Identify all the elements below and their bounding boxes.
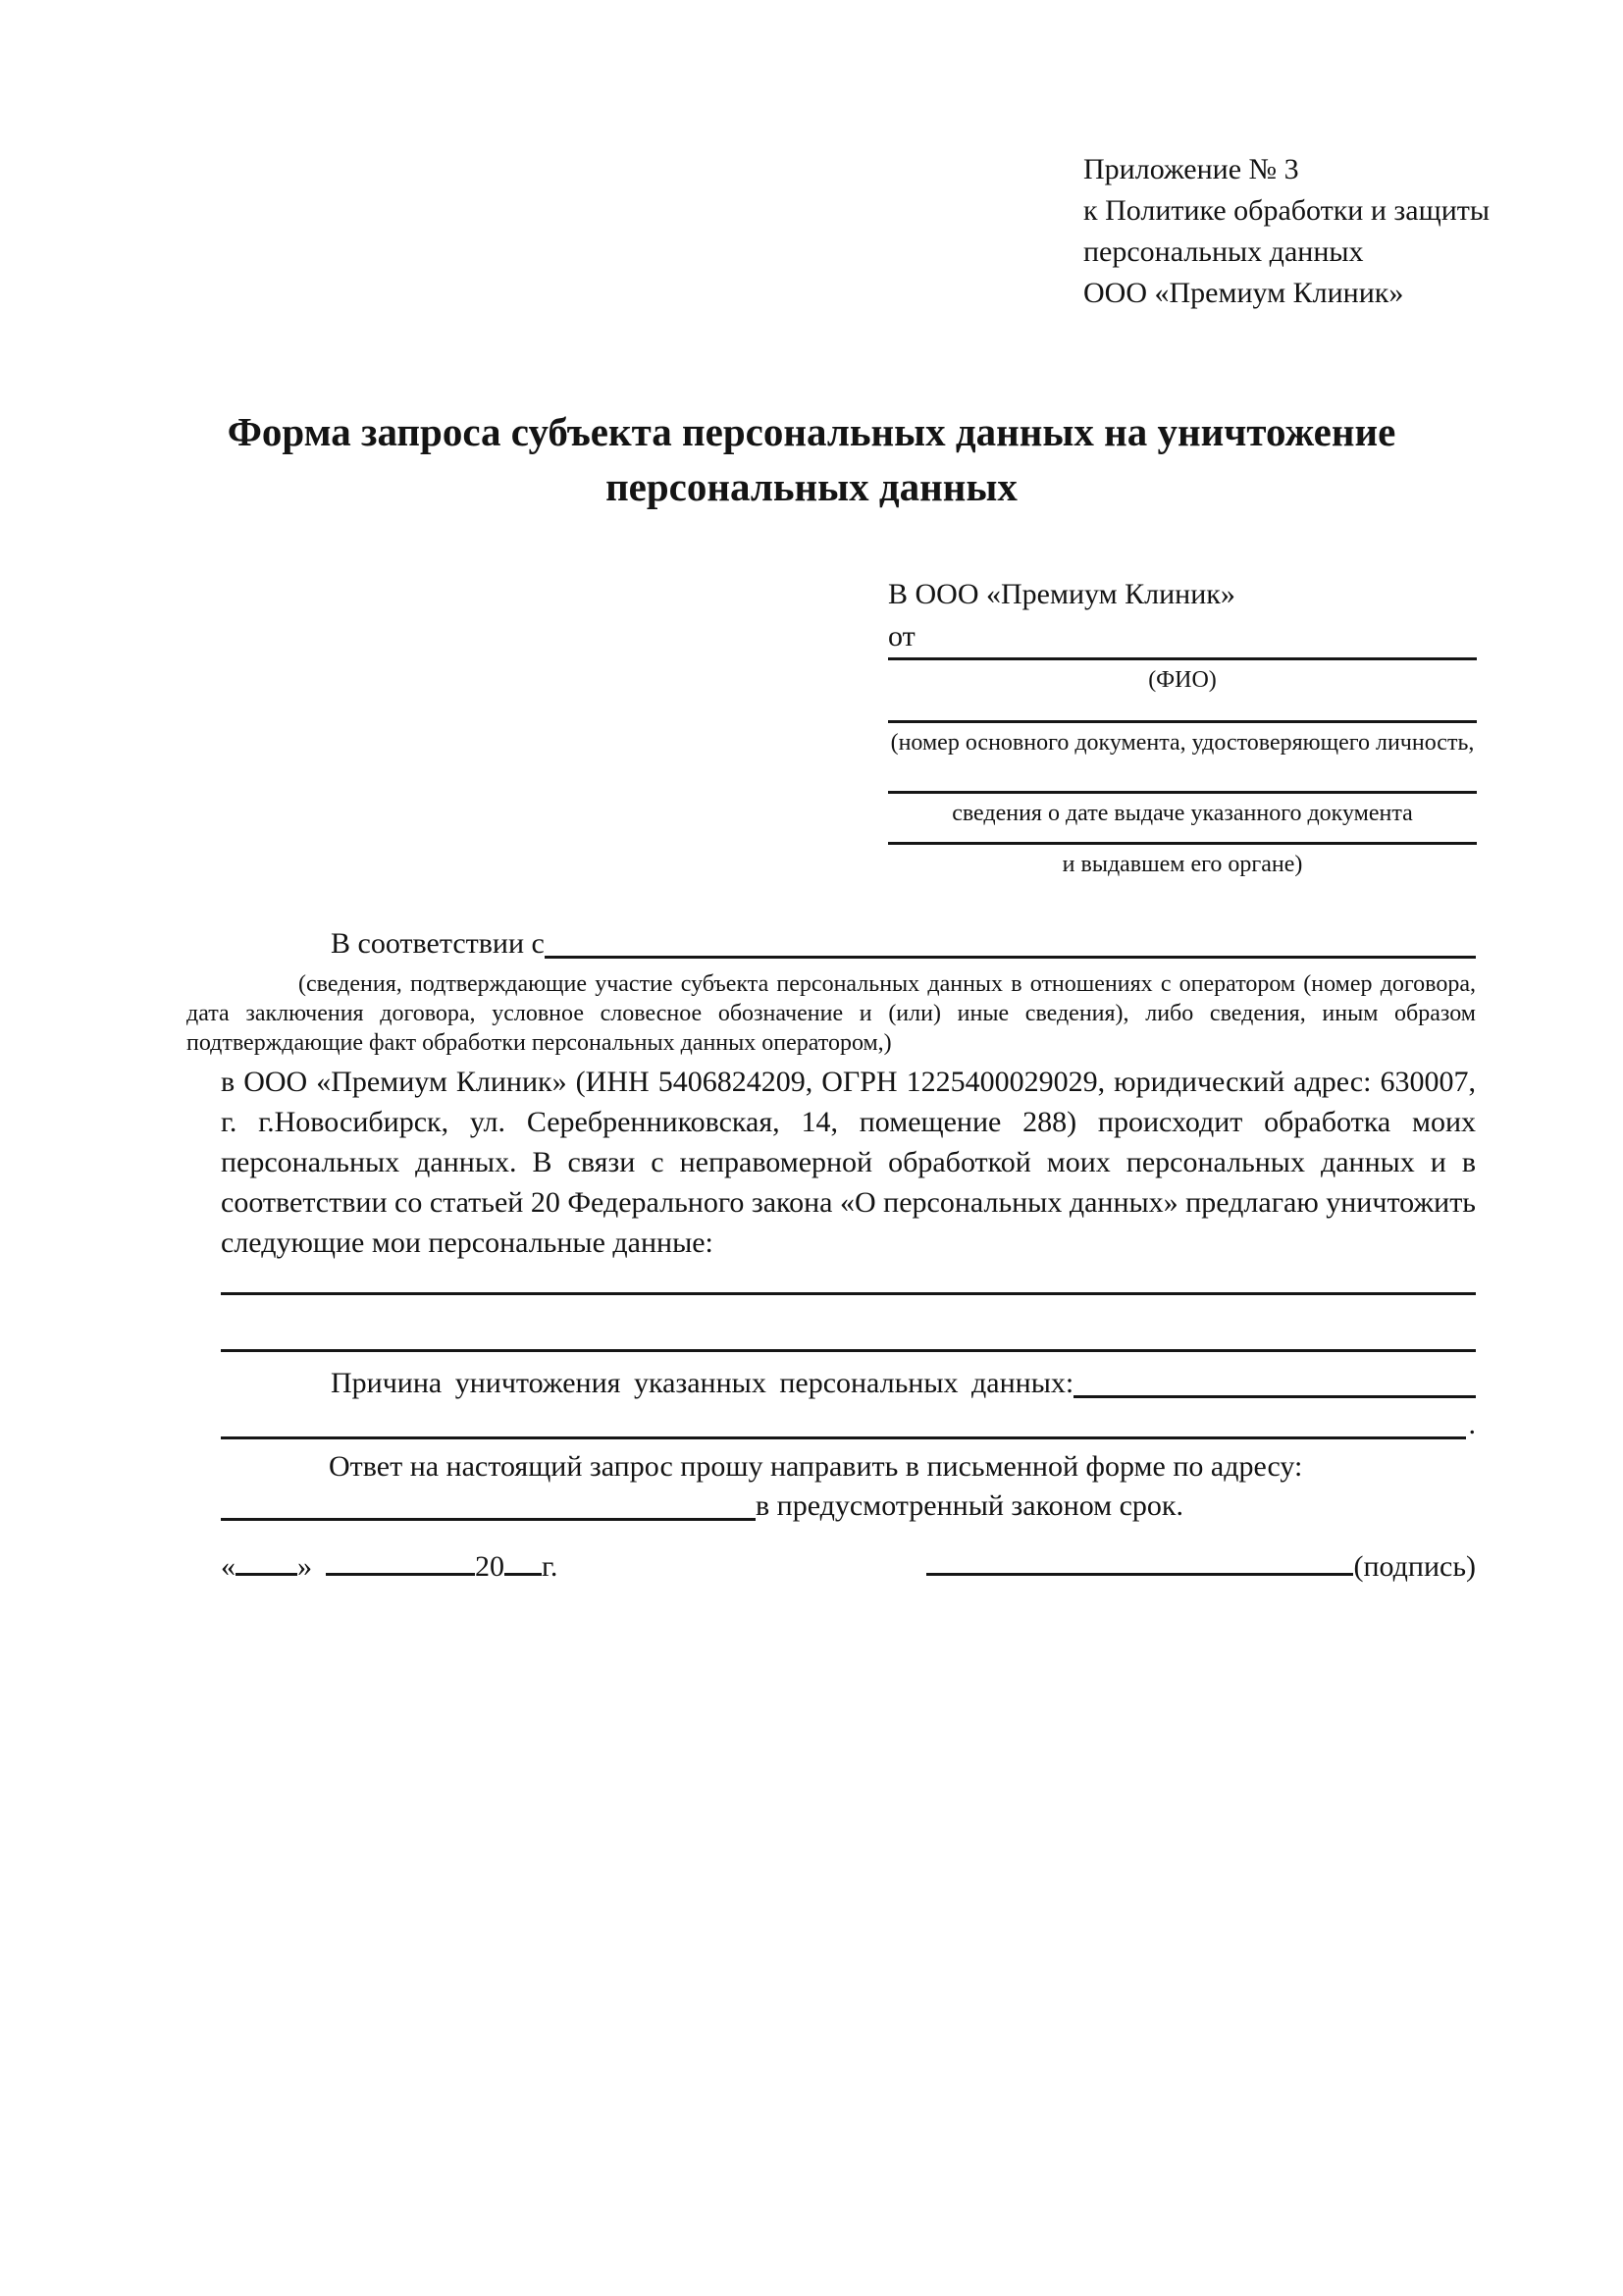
answer-paragraph: Ответ на настоящий запрос прошу направить в письменной форме по адресу: [329, 1450, 1303, 1483]
data-blank-line-2[interactable] [221, 1349, 1476, 1352]
quote-open: « [221, 1550, 236, 1583]
day-blank-line[interactable] [236, 1572, 297, 1576]
appendix-header-line: персональных данных [1083, 235, 1364, 268]
doc-number-label: (номер основного документа, удостоверяющего личность, [890, 730, 1475, 756]
year-prefix: 20 [475, 1550, 504, 1583]
address-blank-line[interactable] [221, 1518, 756, 1521]
doc-date-label: сведения о дате выдаче указанного документа [952, 801, 1413, 826]
main-paragraph: в ООО «Премиум Клиник» (ИНН 5406824209, ОГРН 1225400029029, юридический адрес: 630007, г. г.Новосибирск, ул. Серебренниковская, 14, помещение 288) происходит обработка моих персональных данных. В связи с неправомерной обработкой моих персональных данных и в соответствии со статьей 20 Федерального закона «О персональных данных» предлагаю уничтожить следующие мои персональные данные: [221, 1066, 1476, 1259]
addressee-to: В ООО «Премиум Клиник» [888, 578, 1235, 610]
signature-label: (подпись) [1353, 1550, 1476, 1583]
appendix-header [1083, 149, 1623, 314]
document-title: Форма запроса субъекта персональных данных на уничтожение персональных данных [227, 409, 1396, 509]
accordance-blank-line[interactable] [545, 956, 1476, 959]
answer-tail-text: в предусмотренный законом срок. [756, 1489, 1183, 1522]
fio-label: (ФИО) [1148, 667, 1217, 693]
accordance-footnote: (сведения, подтверждающие участие субъекта персональных данных в отношениях с оператором (номер договора, дата заключения договора, условное словесное обозначение и (или) иные сведения), либо сведения, иным образом подтверждающие факт обработки персональных данных оператором,) [186, 971, 1476, 1056]
reason-continuation-blank-line[interactable] [221, 1436, 1466, 1439]
footer-row [221, 1547, 1476, 1587]
year-blank-line[interactable] [504, 1572, 542, 1576]
reason-line-period: . [1468, 1408, 1476, 1440]
quote-close: » [297, 1550, 312, 1583]
appendix-header-line: к Политике обработки и защиты [1083, 194, 1491, 227]
data-blank-line-1[interactable] [221, 1292, 1476, 1295]
appendix-header-line: Приложение № 3 [1083, 153, 1299, 185]
accordance-text: В соответствии с [331, 927, 545, 960]
reason-label: Причина уничтожения указанных персональных данных: [331, 1367, 1074, 1399]
appendix-header-line: ООО «Премиум Клиник» [1083, 277, 1404, 309]
month-blank-line[interactable] [326, 1572, 475, 1576]
reason-continuation-row [221, 1403, 1476, 1444]
date-field [221, 1547, 557, 1587]
reason-row [221, 1364, 1476, 1403]
address-row [221, 1487, 1476, 1526]
doc-issuer-label: и выдавшем его органе) [1062, 852, 1303, 877]
reason-blank-line[interactable] [1073, 1395, 1476, 1398]
signature-field [926, 1547, 1476, 1587]
signature-blank-line[interactable] [926, 1572, 1353, 1576]
year-suffix: г. [542, 1550, 558, 1583]
accordance-row [221, 924, 1476, 964]
addressee-block [888, 573, 1477, 879]
addressee-from: от [888, 620, 916, 652]
